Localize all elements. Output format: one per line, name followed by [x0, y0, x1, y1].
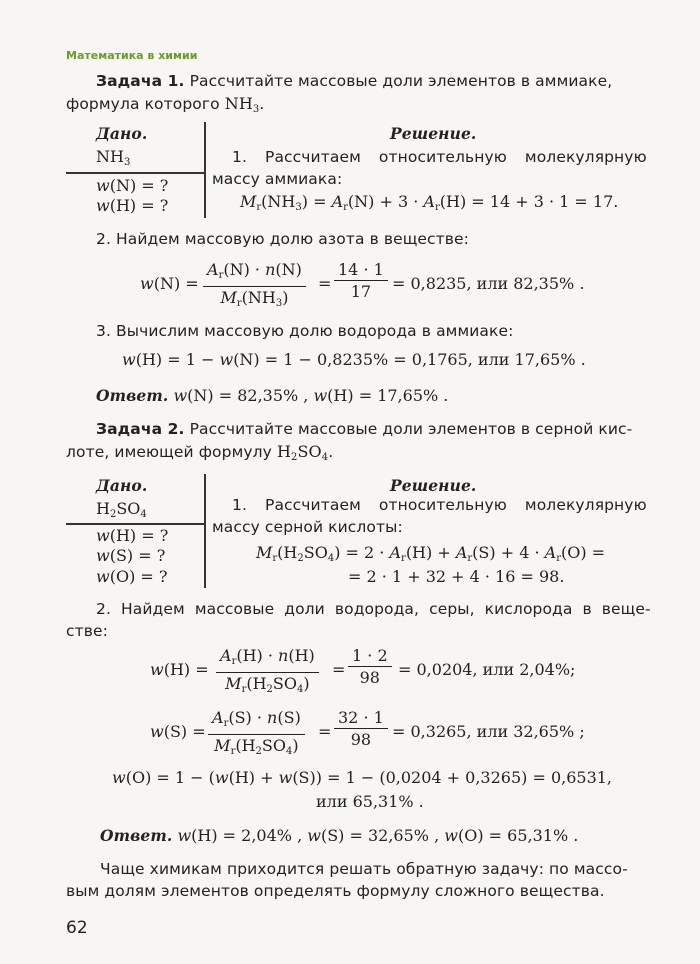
task1-fraction-symbolic: $\frac{A_r(N) \cdot n(N)}{M_r(NH_3)}$ — [203, 260, 306, 313]
task1-given-divider — [66, 172, 204, 174]
task1-unknown-2: w(H) = ? — [96, 196, 169, 215]
task2-unknown-1: w(H) = ? — [96, 526, 169, 545]
task2-step1-line2: массу серной кислоты: — [212, 518, 403, 536]
task1-wN-result: = 0,8235, или 82,35% . — [392, 274, 585, 293]
task2-wH-result: = 0,0204, или 2,04%; — [398, 660, 576, 679]
task2-solution-title: Решение. — [390, 476, 477, 495]
task2-wS-fraction-numeric: $\frac{32 \cdot 1}{98}$ — [334, 708, 388, 749]
closing-line1: Чаще химикам приходится решать обратную задачу: по массо- — [100, 860, 628, 878]
task2-wS-result: = 0,3265, или 32,65% ; — [392, 722, 585, 741]
task2-given-substance: $H_2SO_4$ — [96, 499, 147, 520]
task2-wO-line1: w(O) = 1 − (w(H) + w(S)) = 1 − (0,0204 + 0,3265) = 0,6531, — [112, 768, 613, 787]
running-header: Математика в химии — [66, 49, 198, 62]
task1-step1-line1: 1. Рассчитаем относительную молекулярную — [232, 148, 647, 166]
task1-given-title: Дано. — [96, 124, 148, 143]
task1-solution-title: Решение. — [390, 124, 477, 143]
task2-wH-fraction-numeric: $\frac{1 \cdot 2}{98}$ — [348, 646, 392, 687]
task1-step3: 3. Вычислим массовую долю водорода в аммиаке: — [96, 322, 514, 340]
task2-wS-lhs: w(S) = — [150, 722, 206, 741]
task1-column-divider — [204, 122, 206, 218]
task1-answer: Ответ. w(N) = 82,35% , w(H) = 17,65% . — [96, 386, 449, 405]
task1-wN-lhs: w(N) = — [140, 274, 199, 293]
task2-line1: Задача 2. Рассчитайте массовые доли элементов в серной кис- — [96, 420, 633, 438]
task1-line2: формула которого $NH_3$. — [66, 94, 265, 115]
task2-given-divider — [66, 523, 204, 525]
page-number: 62 — [66, 918, 88, 938]
task1-wH-formula: w(H) = 1 − w(N) = 1 − 0,8235% = 0,1765, или 17,65% . — [122, 350, 586, 369]
task1-step1-line2: массу аммиака: — [212, 170, 343, 188]
task2-wH-lhs: w(H) = — [150, 660, 209, 679]
task2-column-divider — [204, 474, 206, 588]
task2-answer: Ответ. w(H) = 2,04% , w(S) = 32,65% , w(O) = 65,31% . — [100, 826, 579, 845]
task2-step1-line1: 1. Рассчитаем относительную молекулярную — [232, 496, 647, 514]
task2-wH-eq: = — [332, 660, 346, 679]
task2-given-title: Дано. — [96, 476, 148, 495]
task2-line2: лоте, имеющей формулу $H_2SO_4$. — [66, 442, 334, 463]
task1-step2: 2. Найдем массовую долю азота в веществе: — [96, 230, 469, 248]
task2-step2-line2: стве: — [66, 622, 108, 640]
task2-wH-fraction-symbolic: $\frac{A_r(H) \cdot n(H)}{M_r(H_2SO_4)}$ — [216, 646, 319, 699]
task2-wS-eq: = — [318, 722, 332, 741]
task2-formula-mr-line1: $M_r(H_2SO_4) = 2 \cdot A_r(H) + A_r(S) + 4 \cdot A_r(O)$ = — [256, 543, 606, 564]
task1-given-substance: $NH_3$ — [96, 147, 131, 168]
task2-step2-line1: 2. Найдем массовые доли водорода, серы, кислорода в веще- — [96, 600, 651, 618]
closing-line2: вым долям элементов определять формулу сложного вещества. — [66, 882, 605, 900]
task2-unknown-2: w(S) = ? — [96, 546, 166, 565]
task1-formula-mr: $M_r(NH_3) = A_r(N) + 3 \cdot A_r(H) = 14 + 3 \cdot 1 = 17$. — [240, 192, 619, 213]
task2-unknown-3: w(O) = ? — [96, 567, 168, 586]
task2-wO-line2: или 65,31% . — [316, 792, 424, 811]
task1-unknown-1: w(N) = ? — [96, 176, 169, 195]
task1-eq1: = — [318, 274, 332, 293]
task1-line1: Задача 1. Рассчитайте массовые доли элементов в аммиаке, — [96, 72, 613, 90]
task1-fraction-numeric: $\frac{14 \cdot 1}{17}$ — [334, 260, 388, 301]
task2-formula-mr-line2: = 2 · 1 + 32 + 4 · 16 = 98. — [348, 567, 565, 586]
task2-wS-fraction-symbolic: $\frac{A_r(S) \cdot n(S)}{M_r(H_2SO_4)}$ — [208, 708, 305, 761]
